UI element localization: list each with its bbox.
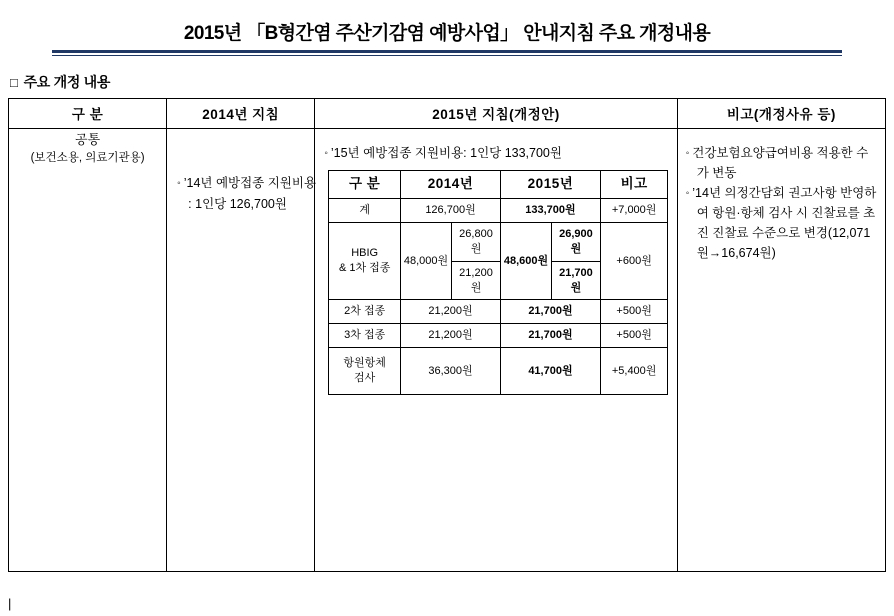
circle-bullet-icon: ◦ — [324, 148, 328, 159]
circle-bullet-icon: ◦ — [685, 148, 690, 159]
inner-header-2015: 2015년 — [500, 171, 600, 199]
inner-row-dose3 — [329, 324, 668, 348]
document-page — [0, 18, 894, 616]
inner-row-total — [329, 199, 668, 223]
header-note: 비고(개정사유 등) — [677, 99, 885, 129]
inner-cell-2015-split — [500, 223, 600, 300]
hbig-label-line1: HBIG — [351, 247, 379, 260]
inner-header-row — [329, 171, 668, 199]
inner-header-2014: 2014년 — [401, 171, 501, 199]
inner-cell-label — [329, 348, 401, 395]
hbig-2014-total: 48,000원 — [401, 223, 452, 299]
inner-cell-2015: 21,700원 — [500, 324, 600, 348]
header-2015: 2015년 지침(개정안) — [315, 99, 677, 129]
hbig-2015-part-a: 26,900원 — [551, 223, 599, 261]
section-heading-label: 주요 개정 내용 — [23, 74, 111, 90]
hbig-2014-part-a: 26,800원 — [452, 223, 500, 261]
division-label-main: 공통 — [75, 132, 101, 147]
header-division: 구 분 — [9, 99, 167, 129]
inner-cell-2014: 126,700원 — [401, 199, 501, 223]
circle-bullet-icon: ◦ — [685, 188, 690, 199]
inner-row-dose2 — [329, 300, 668, 324]
inner-cell-label: 2차 접종 — [329, 300, 401, 324]
cell-2015-guideline — [315, 129, 677, 572]
cost-2014-line1 — [177, 173, 317, 194]
page-title: 2015년 「B형간염 주산기감염 예방사업」 안내지침 주요 개정내용 — [183, 23, 711, 44]
inner-cell-label — [329, 223, 401, 300]
header-2014: 2014년 지침 — [167, 99, 315, 129]
inner-cell-2014: 36,300원 — [401, 348, 501, 395]
cost-2015-lead — [324, 143, 667, 161]
inner-header-note: 비고 — [600, 171, 667, 199]
cell-revision-note — [677, 129, 885, 572]
cell-2014-guideline — [167, 129, 315, 572]
inner-row-hbig — [329, 223, 668, 300]
inner-cell-label: 3차 접종 — [329, 324, 401, 348]
square-bullet-icon: □ — [10, 75, 18, 90]
note-item-2 — [686, 183, 877, 263]
inner-cell-2014-split — [401, 223, 501, 300]
hbig-2015-part-b: 21,700원 — [559, 266, 593, 294]
inner-cell-2015: 41,700원 — [500, 348, 600, 395]
note-item-1-text: 건강보험요양급여비용 적용한 수가 변동 — [692, 146, 869, 180]
inner-cell-2015: 133,700원 — [500, 199, 600, 223]
inner-cell-label: 계 — [329, 199, 401, 223]
cost-comparison-table — [328, 170, 668, 395]
cell-division — [9, 129, 167, 572]
hbig-label-line2: & 1차 접종 — [338, 262, 391, 275]
section-heading — [10, 72, 894, 92]
table-row — [9, 129, 886, 572]
cost-2015-lead-text: ’15년 예방접종 지원비용: 1인당 133,700원 — [330, 146, 562, 160]
inner-cell-note: +5,400원 — [600, 348, 667, 395]
inner-cell-2015: 21,700원 — [500, 300, 600, 324]
antigen-label-line2: 검사 — [354, 372, 376, 385]
inner-cell-2014: 21,200원 — [401, 300, 501, 324]
inner-row-antigen-test — [329, 348, 668, 395]
division-label-sub: (보건소용, 의료기관용) — [30, 151, 145, 164]
note-item-1 — [686, 143, 877, 183]
inner-cell-note: +600원 — [600, 223, 667, 300]
hbig-2014-part-b: 21,200원 — [459, 266, 493, 294]
inner-cell-note: +500원 — [600, 324, 667, 348]
note-item-2-text: ’14년 의정간담회 권고사항 반영하여 항원·항체 검사 시 진찰료를 초진 진찰료 수준으로 변경(12,071원→16,674원) — [692, 186, 877, 260]
inner-cell-2014: 21,200원 — [401, 324, 501, 348]
inner-cell-note: +500원 — [600, 300, 667, 324]
inner-header-division: 구 분 — [329, 171, 401, 199]
title-block — [0, 18, 894, 56]
antigen-label-line1: 항원항체 — [343, 357, 386, 370]
cost-2014-text1: ’14년 예방접종 지원비용 — [183, 176, 317, 190]
cost-2014-line2: : 1인당 126,700원 — [188, 196, 287, 211]
table-header-row — [9, 99, 886, 129]
circle-bullet-icon: ◦ — [177, 178, 181, 189]
hbig-2015-total: 48,600원 — [501, 223, 552, 299]
main-table — [8, 98, 886, 572]
inner-cell-note: +7,000원 — [600, 199, 667, 223]
bottom-caret-mark: | — [8, 596, 12, 611]
title-divider — [52, 50, 842, 56]
